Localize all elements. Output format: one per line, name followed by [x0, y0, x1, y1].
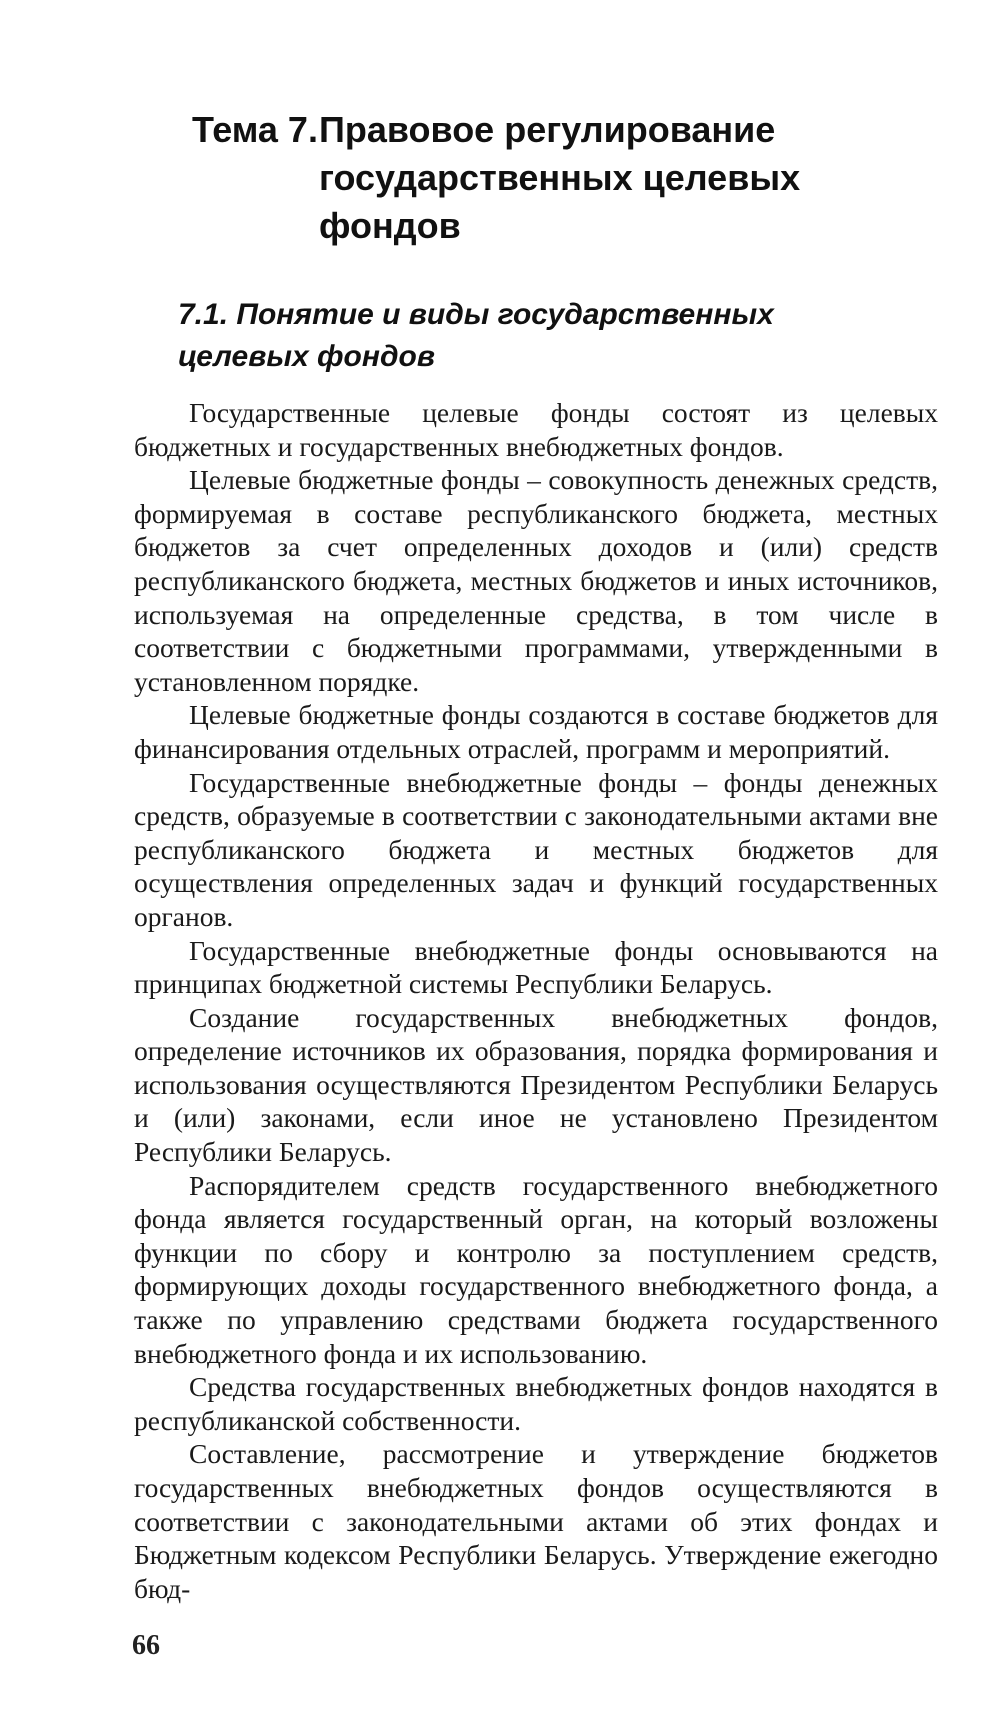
paragraph: Государственные целевые фонды состоят из целевых бюджетных и государственных внебюджетных фондов. [134, 397, 938, 462]
chapter-label: Тема 7. [192, 109, 318, 150]
paragraph: Средства государственных внебюджетных фондов находятся в республиканской собственности. [134, 1371, 938, 1436]
section-title: 7.1. Понятие и виды государственных целевых фондов [178, 298, 774, 373]
paragraph: Распорядителем средств государственного внебюджетного фонда является государственный орган, на который возложены функции по сбору и контролю за поступлением средств, формирующих доходы государственного внебюджетного фонда, а также по управлению средствами бюджета государственного внебюджетного фонда и их использованию. [134, 1169, 938, 1369]
paragraph: Государственные внебюджетные фонды основываются на принципах бюджетной системы Республики Беларусь. [134, 934, 938, 1000]
chapter-title [192, 106, 912, 250]
paragraph: Составление, рассмотрение и утверждение бюджетов государственных внебюджетных фондов осуществляются в соответствии с законодательными актами об этих фондах и Бюджетным кодексом Республики Беларусь. Утверждение ежегодно бюд- [134, 1438, 938, 1604]
chapter-title-text: Правовое регулирование государственных целевых фондов [319, 109, 801, 246]
paragraph: Государственные внебюджетные фонды – фонды денежных средств, образуемые в соответствии с законодательными актами вне республиканского бюджета и местных бюджетов для осуществления определенных задач и функций государственных органов. [134, 766, 938, 932]
paragraph: Целевые бюджетные фонды создаются в составе бюджетов для финансирования отдельных отраслей, программ и мероприятий. [134, 699, 938, 764]
body-text [134, 396, 938, 1605]
page-number: 66 [132, 1630, 160, 1661]
paragraph: Целевые бюджетные фонды – совокупность денежных средств, формируемая в составе республиканского бюджета, местных бюджетов за счет определенных доходов и (или) средств республиканского бюджета, местных бюджетов и иных источников, используемая на определенные средства, в том числе в соответствии с бюджетными программами, утвержденными в установленном порядке. [134, 464, 938, 697]
paragraph: Создание государственных внебюджетных фондов, определение источников их образования, порядка формирования и использования осуществляются Президентом Республики Беларусь и (или) законами, если иное не установлено Президентом Республики Беларусь. [134, 1001, 938, 1168]
